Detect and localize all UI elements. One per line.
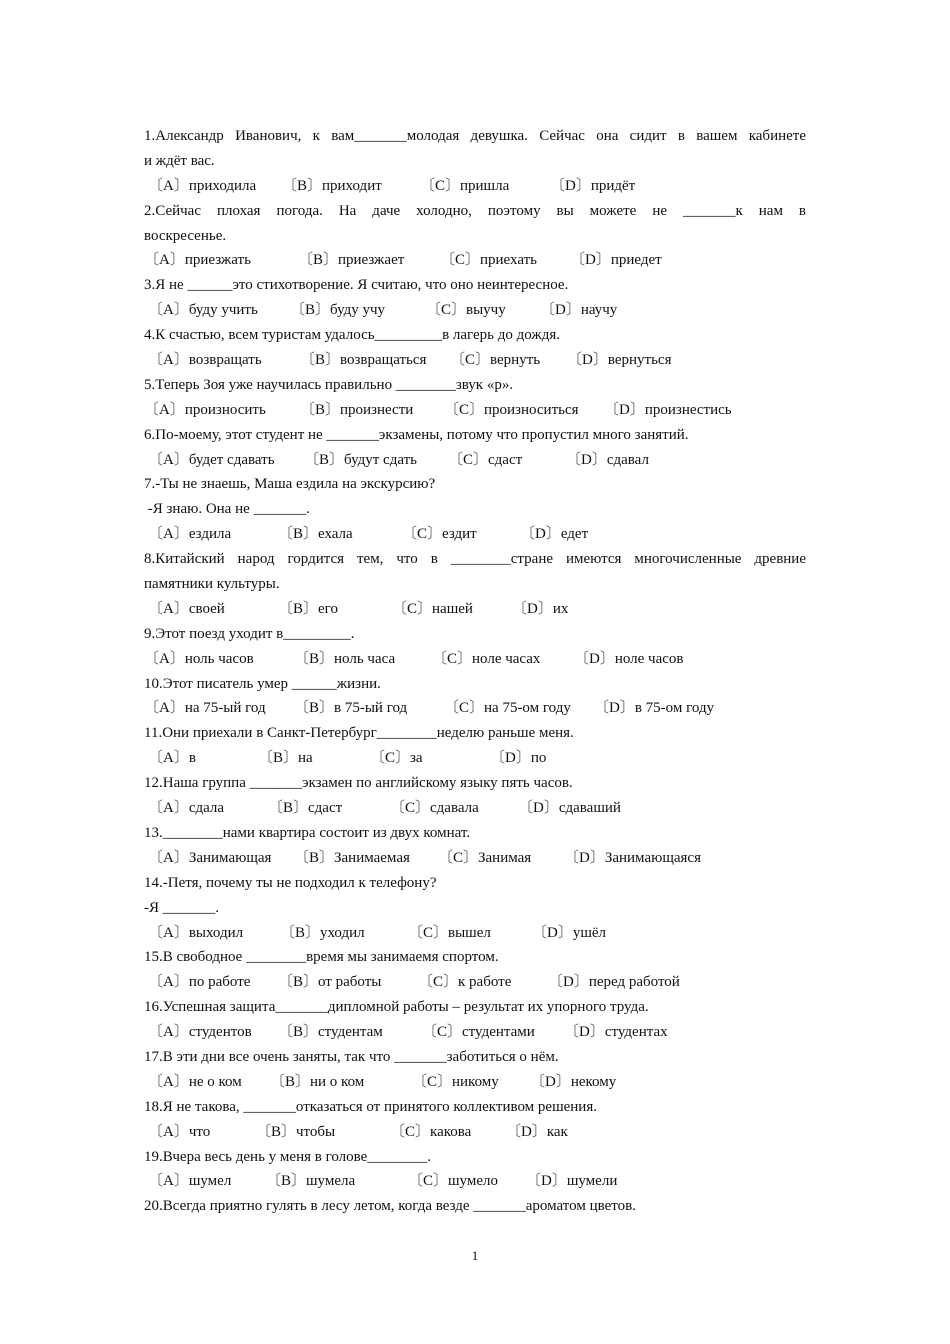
option-b[interactable]: 〔B〕будут сдать xyxy=(304,451,418,468)
option-c[interactable]: 〔C〕какова xyxy=(390,1123,472,1140)
question-11 xyxy=(144,721,806,771)
option-d[interactable]: 〔D〕ноле часов xyxy=(574,650,684,667)
question-text: 19.Вчера весь день у меня в голове________. xyxy=(144,1148,432,1165)
option-d[interactable]: 〔D〕произнестись xyxy=(604,401,732,418)
question-6 xyxy=(144,423,806,473)
answer-options xyxy=(144,1070,806,1095)
option-a[interactable]: 〔A〕буду учить xyxy=(148,302,258,319)
option-a[interactable]: 〔A〕в xyxy=(148,750,196,767)
page-number: 1 xyxy=(471,1248,479,1263)
question-19 xyxy=(144,1145,806,1195)
option-d[interactable]: 〔D〕студентах xyxy=(564,1024,668,1041)
answer-options xyxy=(144,298,806,323)
option-d[interactable]: 〔D〕их xyxy=(512,600,569,617)
option-c[interactable]: 〔C〕к работе xyxy=(418,974,512,991)
option-b[interactable]: 〔B〕на xyxy=(258,750,313,767)
question-text: -Я _______. xyxy=(144,899,219,916)
exam-sheet xyxy=(144,124,806,1219)
question-text: 14.-Петя, почему ты не подходил к телефону? xyxy=(144,874,437,891)
question-text: 1.Александр Иванович, к вам_______молодая девушка. Сейчас она сидит в вашем кабинете xyxy=(144,128,806,144)
answer-options xyxy=(144,746,806,771)
question-16 xyxy=(144,995,806,1045)
option-b[interactable]: 〔B〕шумела xyxy=(266,1173,356,1190)
option-b[interactable]: 〔B〕приходит xyxy=(282,177,382,194)
question-text: -Я знаю. Она не _______. xyxy=(144,501,310,518)
option-b[interactable]: 〔B〕уходил xyxy=(280,924,365,941)
question-2 xyxy=(144,199,806,274)
option-d[interactable]: 〔D〕перед работой xyxy=(548,974,680,991)
question-10 xyxy=(144,672,806,722)
question-text: 9.Этот поезд уходит в_________. xyxy=(144,625,355,642)
question-text: 7.-Ты не знаешь, Маша ездила на экскурсию? xyxy=(144,476,436,493)
option-d[interactable]: 〔D〕вернуться xyxy=(567,352,672,369)
question-12 xyxy=(144,771,806,821)
answer-options xyxy=(144,348,806,373)
question-5 xyxy=(144,373,806,423)
option-b[interactable]: 〔B〕чтобы xyxy=(256,1123,336,1140)
option-a[interactable]: 〔A〕своей xyxy=(148,600,225,617)
option-c[interactable]: 〔C〕вышел xyxy=(408,924,491,941)
answer-options xyxy=(144,1169,806,1194)
option-a[interactable]: 〔A〕что xyxy=(148,1123,211,1140)
answer-options xyxy=(144,796,806,821)
option-c[interactable]: 〔C〕пришла xyxy=(420,177,510,194)
option-a[interactable]: 〔A〕ездила xyxy=(148,526,232,543)
option-a[interactable]: 〔A〕шумел xyxy=(148,1173,232,1190)
question-text: 17.В эти дни все очень заняты, так что _______заботиться о нём. xyxy=(144,1048,559,1065)
option-b[interactable]: 〔B〕возвращаться xyxy=(300,352,427,369)
question-text: 13.________нами квартира состоит из двух комнат. xyxy=(144,824,471,841)
option-a[interactable]: 〔A〕выходил xyxy=(148,924,244,941)
option-d[interactable]: 〔D〕некому xyxy=(530,1073,617,1090)
answer-options xyxy=(144,522,806,547)
option-c[interactable]: 〔C〕сдавала xyxy=(390,800,479,817)
option-c[interactable]: 〔C〕приехать xyxy=(440,252,537,269)
option-a[interactable]: 〔A〕студентов xyxy=(148,1024,252,1041)
option-b[interactable]: 〔B〕ноль часа xyxy=(294,650,396,667)
option-b[interactable]: 〔B〕от работы xyxy=(278,974,382,991)
option-b[interactable]: 〔B〕в 75-ый год xyxy=(294,700,408,717)
answer-options xyxy=(144,647,806,672)
question-4 xyxy=(144,323,806,373)
answer-options xyxy=(144,174,806,199)
question-15 xyxy=(144,945,806,995)
option-c[interactable]: 〔C〕за xyxy=(370,750,423,767)
question-9 xyxy=(144,622,806,672)
question-text: 10.Этот писатель умер ______жизни. xyxy=(144,675,381,692)
option-d[interactable]: 〔D〕в 75-ом году xyxy=(594,700,715,717)
option-a[interactable]: 〔A〕на 75-ый год xyxy=(144,700,266,717)
option-c[interactable]: 〔C〕выучу xyxy=(426,302,506,319)
option-d[interactable]: 〔D〕едет xyxy=(520,526,589,543)
option-b[interactable]: 〔B〕буду учу xyxy=(290,302,386,319)
option-a[interactable]: 〔A〕Занимающая xyxy=(148,849,272,866)
question-13 xyxy=(144,821,806,871)
question-8 xyxy=(144,547,806,622)
option-a[interactable]: 〔A〕не о ком xyxy=(148,1073,242,1090)
option-b[interactable]: 〔B〕приезжает xyxy=(298,252,405,269)
option-c[interactable]: 〔C〕вернуть xyxy=(450,352,541,369)
option-b[interactable]: 〔B〕студентам xyxy=(278,1024,383,1041)
option-a[interactable]: 〔A〕приходила xyxy=(148,177,257,194)
question-17 xyxy=(144,1045,806,1095)
option-d[interactable]: 〔D〕научу xyxy=(540,302,618,319)
question-text: воскресенье. xyxy=(144,227,227,244)
option-b[interactable]: 〔B〕сдаст xyxy=(268,800,343,817)
question-14 xyxy=(144,871,806,946)
option-a[interactable]: 〔A〕возвращать xyxy=(148,352,262,369)
question-1 xyxy=(144,124,806,199)
question-text: 20.Всегда приятно гулять в лесу летом, когда везде _______ароматом цветов. xyxy=(144,1198,636,1215)
option-d[interactable]: 〔D〕по xyxy=(490,750,547,767)
option-a[interactable]: 〔A〕приезжать xyxy=(144,252,251,269)
option-b[interactable]: 〔B〕произнести xyxy=(300,401,414,418)
question-3 xyxy=(144,273,806,323)
answer-options xyxy=(144,921,806,946)
question-text: 16.Успешная защита_______дипломной работы – результат их упорного труда. xyxy=(144,999,649,1016)
option-c[interactable]: 〔C〕никому xyxy=(412,1073,499,1090)
answer-options xyxy=(144,696,806,721)
option-c[interactable]: 〔C〕шумело xyxy=(408,1173,498,1190)
option-c[interactable]: 〔C〕сдаст xyxy=(448,451,523,468)
option-d[interactable]: 〔D〕придёт xyxy=(550,177,636,194)
question-text: 6.По-моему, этот студент не _______экзамены, потому что пропустил много занятий. xyxy=(144,426,689,443)
question-20 xyxy=(144,1194,806,1219)
option-c[interactable]: 〔C〕на 75-ом году xyxy=(444,700,571,717)
option-a[interactable]: 〔A〕ноль часов xyxy=(144,650,254,667)
option-d[interactable]: 〔D〕как xyxy=(506,1123,568,1140)
option-c[interactable]: 〔C〕произноситься xyxy=(444,401,579,418)
question-text: 4.К счастью, всем туристам удалось_________в лагерь до дождя. xyxy=(144,327,561,344)
option-d[interactable]: 〔D〕сдаваший xyxy=(518,800,621,817)
answer-options xyxy=(144,970,806,995)
question-text: 12.Наша группа _______экзамен по английскому языку пять часов. xyxy=(144,775,573,792)
question-text: 18.Я не такова, _______отказаться от принятого коллективом решения. xyxy=(144,1098,597,1115)
question-text: 2.Сейчас плохая погода. На даче холодно, поэтому вы можете не _______к нам в xyxy=(144,202,806,219)
question-text: и ждёт вас. xyxy=(144,152,215,169)
option-c[interactable]: 〔C〕студентами xyxy=(422,1024,535,1041)
option-b[interactable]: 〔B〕ехала xyxy=(278,526,353,543)
option-c[interactable]: 〔C〕ездит xyxy=(402,526,477,543)
option-b[interactable]: 〔B〕Занимаемая xyxy=(294,849,410,866)
question-text: памятники культуры. xyxy=(144,576,280,593)
option-d[interactable]: 〔D〕ушёл xyxy=(532,924,607,941)
answer-options xyxy=(144,846,806,871)
question-text: 11.Они приехали в Санкт-Петербург________неделю раньше меня. xyxy=(144,725,574,742)
answer-options xyxy=(144,597,806,622)
option-b[interactable]: 〔B〕его xyxy=(278,600,338,617)
option-a[interactable]: 〔A〕сдала xyxy=(148,800,225,817)
answer-options xyxy=(144,1020,806,1045)
option-c[interactable]: 〔C〕ноле часах xyxy=(432,650,541,667)
option-d[interactable]: 〔D〕приедет xyxy=(570,252,662,269)
question-text: 8.Китайский народ гордится тем, что в ________стране имеются многочисленные древние xyxy=(144,551,806,568)
option-d[interactable]: 〔D〕шумели xyxy=(526,1173,618,1190)
question-text: 3.Я не ______это стихотворение. Я считаю, что оно неинтересное. xyxy=(144,277,569,294)
question-text: 15.В свободное ________время мы занимаемя спортом. xyxy=(144,949,499,966)
option-b[interactable]: 〔B〕ни о ком xyxy=(270,1073,365,1090)
option-a[interactable]: 〔A〕по работе xyxy=(148,974,251,991)
option-c[interactable]: 〔C〕Занимая xyxy=(438,849,532,866)
answer-options xyxy=(144,448,806,473)
option-d[interactable]: 〔D〕Занимающаяся xyxy=(564,849,701,866)
question-18 xyxy=(144,1095,806,1145)
option-d[interactable]: 〔D〕сдавал xyxy=(566,451,649,468)
answer-options xyxy=(144,1120,806,1145)
option-a[interactable]: 〔A〕произносить xyxy=(144,401,266,418)
option-c[interactable]: 〔C〕нашей xyxy=(392,600,473,617)
answer-options xyxy=(144,248,806,273)
option-a[interactable]: 〔A〕будет сдавать xyxy=(148,451,275,468)
answer-options xyxy=(144,398,806,423)
question-text: 5.Теперь Зоя уже научилась правильно ________звук «р». xyxy=(144,376,514,393)
question-7 xyxy=(144,472,806,547)
